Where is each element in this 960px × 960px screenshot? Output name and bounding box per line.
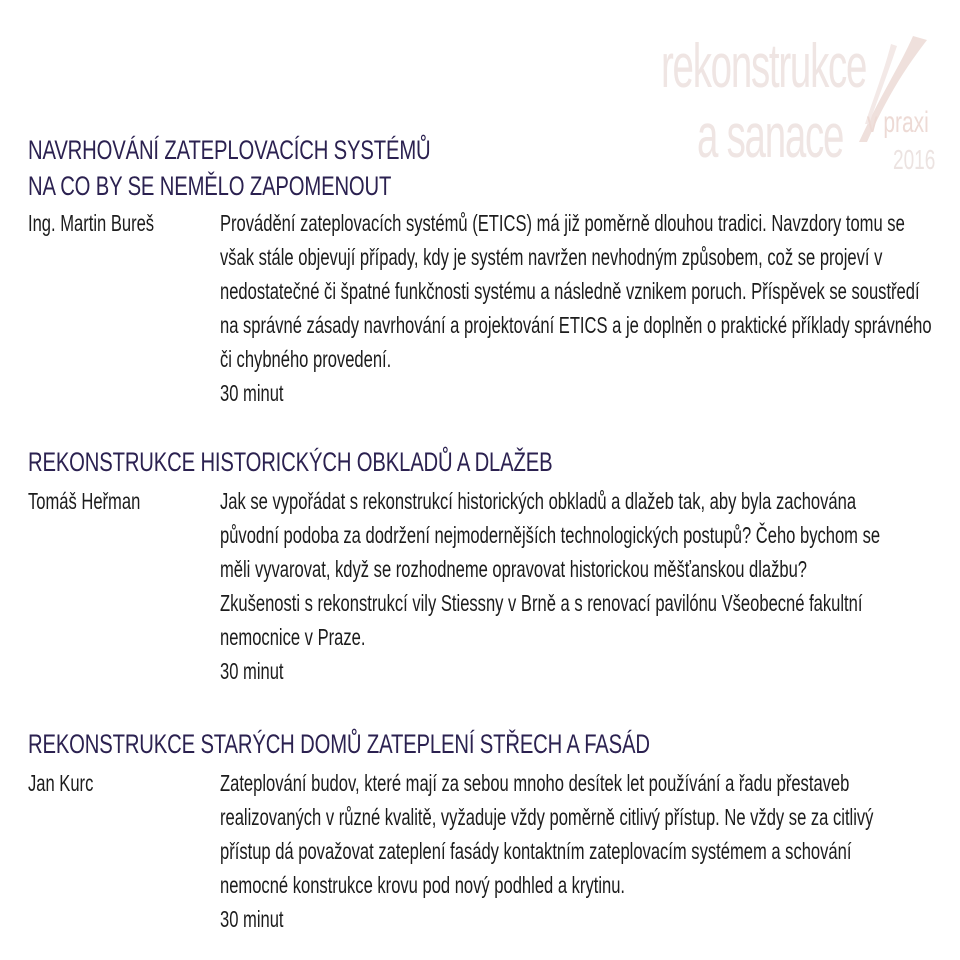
- talk-title-line-1: REKONSTRUKCE STARÝCH DOMŮ ZATEPLENÍ STŘECH A FASÁD: [28, 729, 650, 759]
- talk-description: [220, 766, 960, 936]
- description-line: Zateplování budov, které mají za sebou mnoho desítek let používání a řadu přestaveb: [220, 770, 850, 796]
- description-line: či chybného provedení.: [220, 346, 392, 372]
- description-line: realizovaných v různé kvalitě, vyžaduje vždy poměrně citlivý přístup. Ne vždy se za citlivý: [220, 804, 874, 830]
- talk-duration: 30 minut: [220, 906, 284, 932]
- description-line: původní podoba za dodržení nejmodernějších technologických postupů? Čeho bychom se: [220, 522, 881, 548]
- description-line: však stále objevují případy, kdy je systém navržen nevhodným způsobem, což se projeví v: [220, 244, 883, 270]
- description-line: na správné zásady navrhování a projektování ETICS a je doplněn o praktické příklady správného: [220, 312, 932, 338]
- logo-text-v-praxi: v praxi: [867, 106, 929, 139]
- description-line: Zkušenosti s rekonstrukcí vily Stiessny v Brně a s renovací pavilónu Všeobecné fakultní: [220, 590, 863, 616]
- talk-title-line-1: NAVRHOVÁNÍ ZATEPLOVACÍCH SYSTÉMŮ: [28, 135, 431, 165]
- talk-duration: 30 minut: [220, 658, 284, 684]
- description-line: nedostatečné či špatné funkčnosti systému a následně vznikem poruch. Příspěvek se soustředí: [220, 278, 920, 304]
- logo-text-rekonstrukce: rekonstrukce: [661, 32, 867, 101]
- talk-duration: 30 minut: [220, 380, 284, 406]
- description-line: Provádění zateplovacích systémů (ETICS) má již poměrně dlouhou tradici. Navzdory tomu se: [220, 210, 905, 236]
- description-line: měli vyvarovat, když se rozhodneme opravovat historickou měšťanskou dlažbu?: [220, 556, 808, 582]
- talk-section-3: [28, 726, 938, 946]
- speaker-name: Tomáš Heřman: [28, 488, 141, 514]
- description-line: nemocnice v Praze.: [220, 624, 366, 650]
- talk-description: [220, 484, 960, 688]
- logo-text-a-sanace: a sanace: [697, 102, 844, 171]
- talk-title-line-1: REKONSTRUKCE HISTORICKÝCH OBKLADŮ A DLAŽEB: [28, 447, 553, 477]
- description-line: Jak se vypořádat s rekonstrukcí historických obkladů a dlažeb tak, aby byla zachována: [220, 488, 857, 514]
- speaker-name: Jan Kurc: [28, 770, 94, 796]
- talk-title-line-2: NA CO BY SE NEMĚLO ZAPOMENOUT: [28, 171, 392, 201]
- talk-section-1: [28, 132, 938, 416]
- description-line: nemocné konstrukce krovu pod nový podhled a krytinu.: [220, 872, 626, 898]
- description-line: přístup dá považovat zateplení fasády kontaktním zateplovacím systémem a schování: [220, 838, 852, 864]
- talk-description: [220, 206, 960, 410]
- logo-text-year: 2016: [893, 144, 936, 175]
- speaker-name: Ing. Martin Bureš: [28, 210, 155, 236]
- talk-section-2: [28, 444, 938, 694]
